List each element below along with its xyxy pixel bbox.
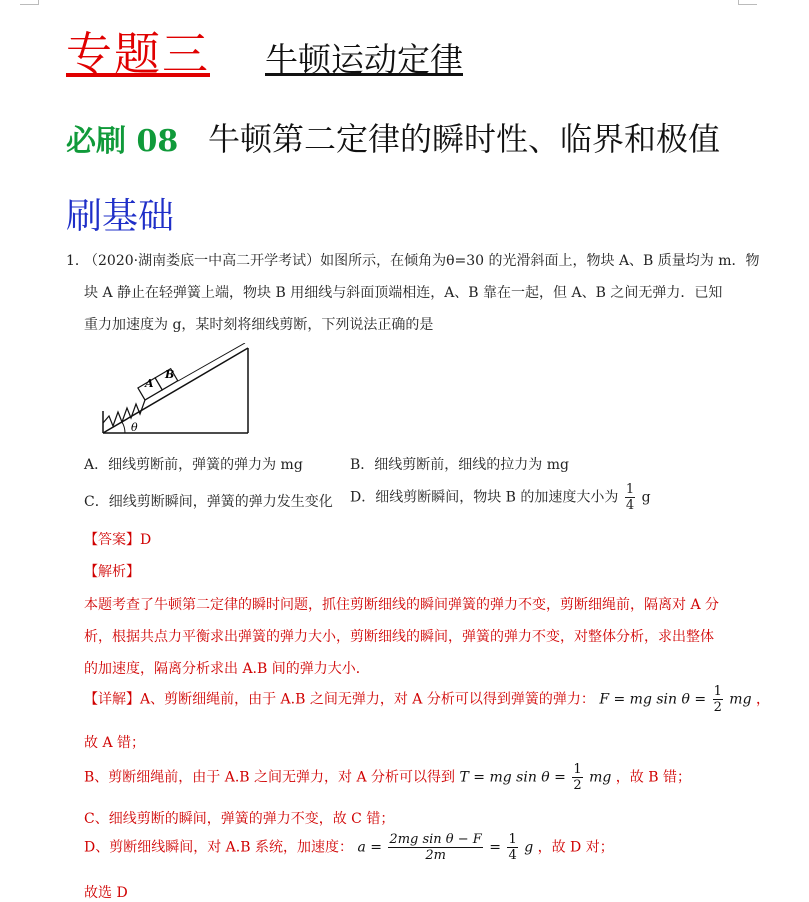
detail-3-tail: mg bbox=[589, 769, 612, 786]
option-a: A．细线剪断前，弹簧的弹力为 mg bbox=[84, 457, 303, 473]
analysis-line-1: 本题考查了牛顿第二定律的瞬时问题，抓住剪断细线的瞬间弹簧的弹力不变，剪断细绳前，隔离对 A 分 bbox=[84, 597, 720, 613]
question-number: 1． bbox=[66, 253, 89, 269]
detail-3-text: B、剪断细绳前，由于 A.B 之间无弹力，对 A 分析可以得到 bbox=[84, 769, 456, 786]
figure-label-b: B bbox=[165, 368, 175, 381]
detail-5-a: a = bbox=[357, 839, 382, 856]
detail-1-text: 【详解】A、剪断细绳前，由于 A.B 之间无弹力，对 A 分析可以得到弹簧的弹力： bbox=[84, 691, 595, 708]
detail-1-den: 2 bbox=[713, 700, 722, 715]
figure-label-a: A bbox=[145, 377, 154, 390]
answer-label: 【答案】D bbox=[84, 532, 152, 548]
detail-line-1 bbox=[84, 684, 770, 715]
detail-line-4: C、细线剪断的瞬间，弹簧的弹力不变，故 C 错； bbox=[84, 811, 395, 827]
detail-5-den-2: 4 bbox=[508, 848, 517, 863]
detail-5-tail: g bbox=[524, 839, 534, 856]
detail-3-math: T = mg sin θ = bbox=[459, 769, 566, 786]
detail-1-tail: mg bbox=[729, 691, 752, 708]
incline-figure bbox=[95, 343, 255, 438]
option-b: B．细线剪断前，细线的拉力为 mg bbox=[350, 457, 569, 473]
detail-3-fraction bbox=[572, 762, 582, 793]
topic-title: 专题三 bbox=[66, 27, 210, 81]
detail-line-3 bbox=[84, 762, 691, 793]
bishua-title: 牛顿第二定律的瞬时性、临界和极值 bbox=[208, 120, 721, 158]
analysis-line-3: 的加速度，隔离分析求出 A.B 间的弹力大小． bbox=[84, 661, 370, 677]
detail-5-den: 2m bbox=[425, 848, 446, 863]
option-d-text: D．细线剪断瞬间，物块 B 的加速度大小为 bbox=[350, 489, 619, 506]
detail-5-fraction bbox=[388, 832, 482, 863]
detail-1-end: ， bbox=[756, 691, 770, 708]
detail-1-math: F = mg sin θ = bbox=[599, 691, 707, 708]
analysis-label: 【解析】 bbox=[84, 564, 140, 580]
topic-subtitle: 牛顿运动定律 bbox=[265, 40, 463, 79]
detail-line-2: 故 A 错； bbox=[84, 735, 146, 751]
section-heading: 刷基础 bbox=[66, 196, 175, 237]
detail-3-num: 1 bbox=[573, 762, 582, 777]
option-d-num: 1 bbox=[625, 482, 635, 497]
option-d-tail: g bbox=[641, 489, 651, 506]
detail-5-text: D、剪断细线瞬间，对 A.B 系统，加速度： bbox=[84, 839, 353, 856]
detail-line-5 bbox=[84, 832, 614, 863]
detail-3-den: 2 bbox=[573, 778, 582, 793]
detail-1-num: 1 bbox=[713, 684, 722, 699]
option-d-den: 4 bbox=[625, 498, 635, 513]
question-line-3: 重力加速度为 g，某时刻将细线剪断，下列说法正确的是 bbox=[84, 317, 434, 333]
detail-5-fraction-2 bbox=[507, 832, 517, 863]
detail-3-end: ，故 B 错； bbox=[615, 769, 691, 786]
detail-5-num-2: 1 bbox=[508, 832, 517, 847]
detail-5-num: 2mg sin θ − F bbox=[389, 832, 482, 847]
figure-label-theta: θ bbox=[131, 421, 138, 434]
conclusion: 故选 D bbox=[84, 885, 128, 901]
option-d-fraction bbox=[625, 482, 635, 513]
detail-5-eq: = bbox=[489, 839, 501, 856]
bishua-label: 必刷 08 bbox=[66, 124, 179, 159]
analysis-line-2: 析，根据共点力平衡求出弹簧的弹力大小，剪断细线的瞬间，弹簧的弹力不变，对整体分析，求出整体 bbox=[84, 629, 714, 645]
option-d bbox=[350, 482, 651, 513]
question-line-2: 块 A 静止在轻弹簧上端，物块 B 用细线与斜面顶端相连，A、B 靠在一起，但 A、B 之间无弹力．已知 bbox=[84, 285, 723, 301]
crop-mark-right bbox=[738, 0, 757, 5]
option-c: C．细线剪断瞬间，弹簧的弹力发生变化 bbox=[84, 494, 333, 510]
question-line-1: （2020·湖南娄底一中高二开学考试）如图所示，在倾角为θ=30 的光滑斜面上，物块 A、B 质量均为 m．物 bbox=[84, 253, 760, 269]
detail-1-fraction bbox=[713, 684, 723, 715]
crop-mark-left bbox=[20, 0, 39, 5]
detail-5-end: ，故 D 对； bbox=[537, 839, 614, 856]
